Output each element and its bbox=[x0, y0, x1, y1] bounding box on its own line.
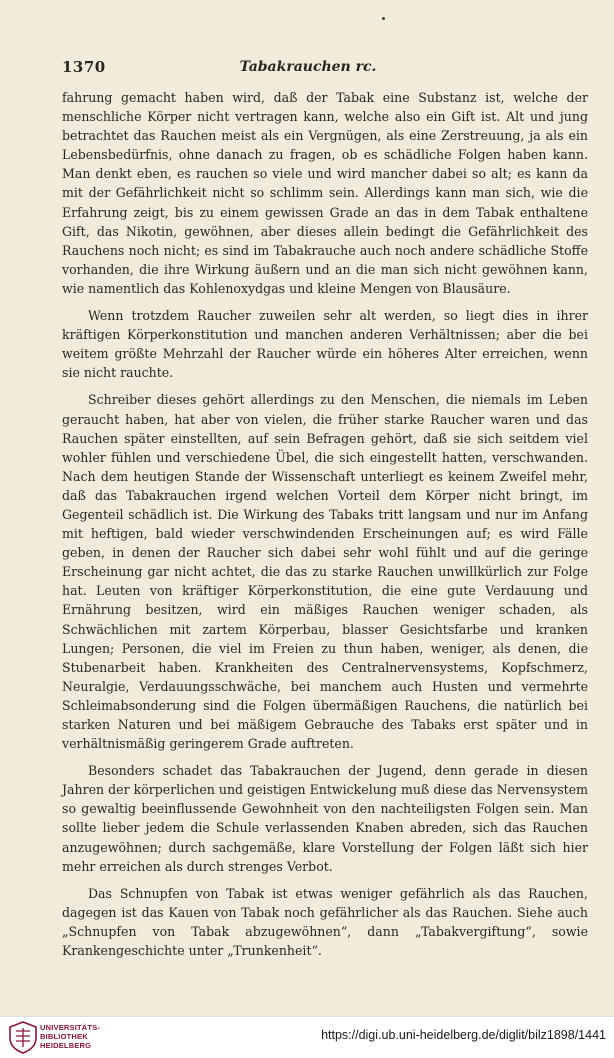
running-title: Tabakrauchen rc. bbox=[239, 59, 377, 75]
library-logo-text[interactable] bbox=[40, 1023, 100, 1050]
page-header bbox=[62, 58, 554, 80]
viewer-footer bbox=[0, 1016, 614, 1058]
paragraph-5: Das Schnupfen von Tabak ist etwas weniger gefährlich als das Rauchen, dagegen ist das Kauen von Tabak noch gefährlicher als das Rauchen. Siehe auch „Schnupfen von Tabak abzugewöhnen“, dann „Tabakvergiftung“, sowie Krankengeschichte unter „Trunkenheit“. bbox=[62, 885, 588, 959]
logo-line-3: HEIDELBERG bbox=[40, 1041, 92, 1050]
paragraph-3: Schreiber dieses gehört allerdings zu den Menschen, die niemals im Leben geraucht haben, hat aber von vielen, die früher starke Raucher waren und das Rauchen später einstellten, auf sein Befragen gehört, daß sie sich seitdem viel wohler fühlen und verschiedene Übel, die sich eingestellt hatten, verschwanden. Nach dem heutigen Stande der Wissenschaft unterliegt es keinem Zweifel mehr, daß das Tabakrauchen irgend welchen Vorteil dem Körper nicht bringt, im Gegenteil schädlich ist. Die Wirkung des Tabaks tritt langsam und nur im Anfang mit heftigen, bald wieder verschwindenden Erscheinungen auf; es wird Fälle geben, in denen der Raucher sich dabei sehr wohl fühlt und auf die geringe Erscheinung gar nicht achtet, die das zu starke Rauchen unwillkürlich zur Folge hat. Leuten von kräftiger Körperkonstitution, die eine gute Verdauung und Ernährung besitzen, wird ein mäßiges Rauchen weniger schaden, als Schwächlichen mit zartem Körperbau, blasser Gesichtsfarbe und kranken Lungen; Personen, die viel im Freien zu thun haben, weniger, als denen, die Stubenarbeit haben. Krankheiten des Centralnervensystems, Kopfschmerz, Neuralgie, Verdauungsschwäche, bei manchem auch Husten und vermehrte Schleimabsonderung sind die Folgen übermäßigen Rauchens, die natürlich bei starken Naturen und bei mäßigem Gebrauche des Tabaks erst später und in verhältnismäßig geringerem Grade auftreten. bbox=[62, 392, 588, 752]
page-number: 1370 bbox=[62, 58, 106, 76]
logo-line-1: UNIVERSITÄTS- bbox=[40, 1023, 101, 1032]
university-seal-icon[interactable] bbox=[8, 1021, 38, 1054]
body-text bbox=[62, 88, 588, 968]
paragraph-4: Besonders schadet das Tabakrauchen der Jugend, denn gerade in diesen Jahren der körperlichen und geistigen Entwickelung muß diese das Nervensystem so gewaltig beeinflussende Gewohnheit von den nachteiligsten Folgen sein. Man sollte lieber jedem die Schule verlassenden Knaben abreden, sich das Rauchen anzugewöhnen; durch sachgemäße, klare Vorstellung der Folgen läßt sich hier mehr erreichen als durch strenges Verbot. bbox=[62, 763, 588, 874]
logo-line-2: BIBLIOTHEK bbox=[40, 1032, 88, 1041]
paragraph-1: fahrung gemacht haben wird, daß der Tabak eine Substanz ist, welche der menschliche Körper nicht vertragen kann, welche also ein Gift ist. Alt und jung betrachtet das Rauchen meist als ein Vergnügen, als eine Zerstreuung, ja als ein Lebensbedürfnis, ohne danach zu fragen, ob es schädliche Folgen haben kann. Man denkt eben, es rauchen so viele und wird mancher dabei so alt; es kann da mit der Gefährlichkeit nicht so schlimm sein. Allerdings kann man sich, wie die Erfahrung zeigt, bis zu einem gewissen Grade an das in dem Tabak enthaltene Gift, das Nikotin, gewöhnen, aber dieses allein bedingt die Gefährlichkeit des Rauchens noch nicht; es sind im Tabakrauche auch noch andere schädliche Stoffe vorhanden, die ihre Wirkung äußern und an die man sich nicht gewöhnen kann, wie namentlich das Kohlenoxydgas und kleine Mengen von Blausäure. bbox=[62, 90, 588, 296]
paragraph-2: Wenn trotzdem Raucher zuweilen sehr alt werden, so liegt dies in ihrer kräftigen Körperkonstitution und manchen anderen Verhältnissen; aber die bei weitem größte Mehrzahl der Raucher würde ein höheres Alter erreichen, wenn sie nicht rauchte. bbox=[62, 308, 588, 381]
permalink-url[interactable]: https://digi.ub.uni-heidelberg.de/diglit/bilz1898/1441 bbox=[321, 1028, 606, 1042]
ink-speck bbox=[382, 17, 385, 20]
